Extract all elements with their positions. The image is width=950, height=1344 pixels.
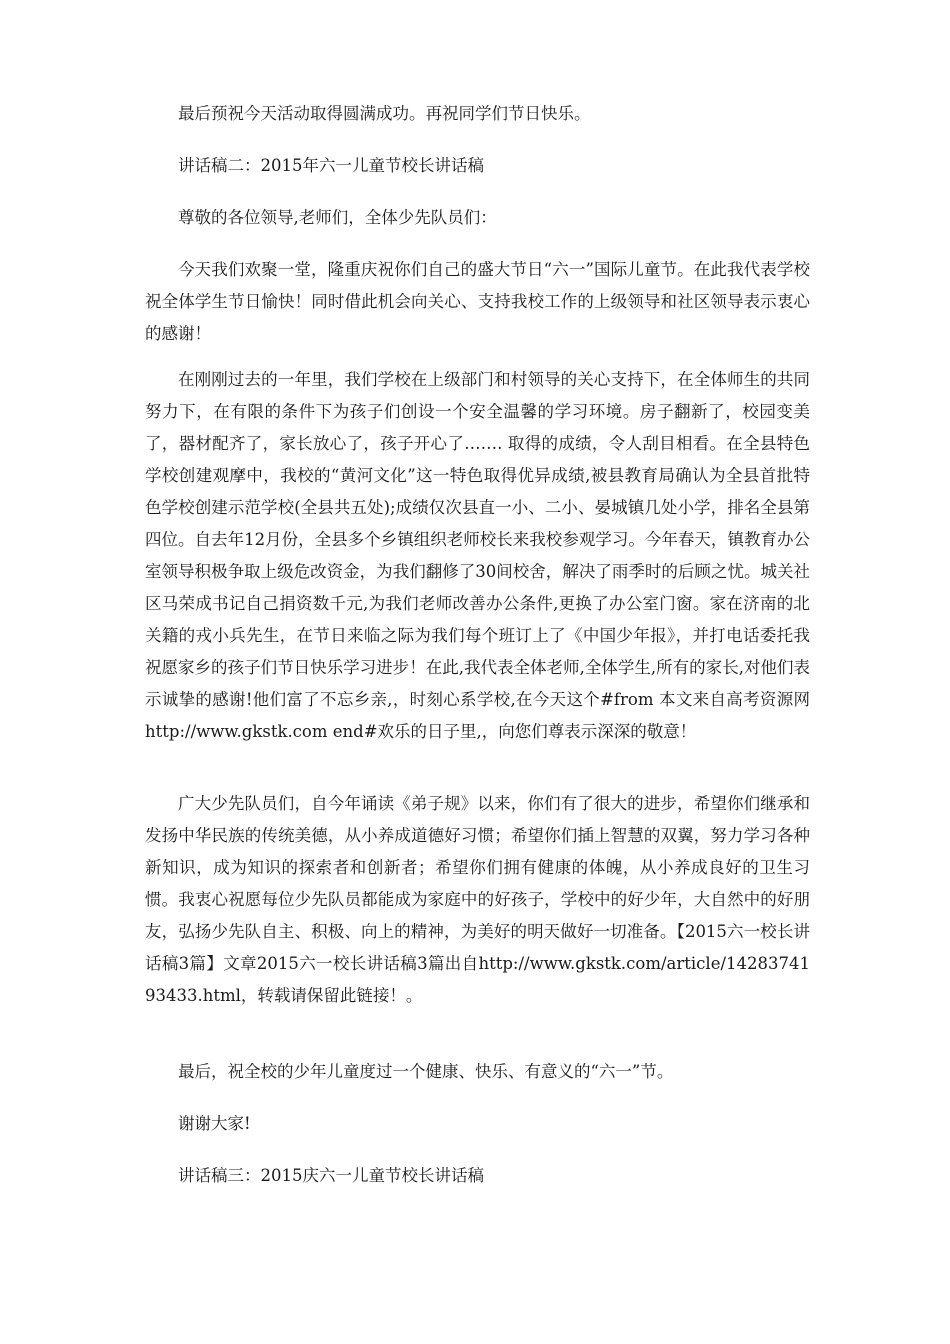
paragraph-final-wish: 最后，祝全校的少年儿童度过一个健康、快乐、有意义的“六一”节。 <box>178 1062 674 1081</box>
heading-speech-two: 讲话稿二：2015年六一儿童节校长讲话稿 <box>178 156 484 175</box>
paragraph-salutation: 尊敬的各位领导,老师们，全体少先队员们： <box>178 208 497 227</box>
paragraph-closing-wish: 最后预祝今天活动取得圆满成功。再祝同学们节日快乐。 <box>178 104 591 123</box>
paragraph-thanks: 谢谢大家! <box>178 1114 251 1133</box>
heading-speech-three: 讲话稿三：2015庆六一儿童节校长讲话稿 <box>178 1166 484 1185</box>
paragraph-celebration: 今天我们欢聚一堂，隆重庆祝你们自己的盛大节日“六一”国际儿童节。在此我代表学校祝全体学生节日愉快！同时借此机会向关心、支持我校工作的上级领导和社区领导表示衷心的感谢！ <box>145 260 810 343</box>
paragraph-year-review: 在刚刚过去的一年里，我们学校在上级部门和村领导的关心支持下，在全体师生的共同努力下，在有限的条件下为孩子们创设一个安全温馨的学习环境。房子翻新了，校园变美了，器材配齐了，家长放心了，孩子开心了……. 取得的成绩，令人刮目相看。在全县特色学校创建观摩中，我校的“黄河文化”这一特色取得优异成绩,被县教育局确认为全县首批特色学校创建示范学校(全县共五处);成绩仅次县直一小、二小、晏城镇几处小学，排名全县第四位。自去年12月份，全县多个乡镇组织老师校长来我校参观学习。今年春天，镇教育办公室领导积极争取上级危改资金，为我们翻修了30间校舍，解决了雨季时的后顾之忧。城关社区马荣成书记自己捐资数千元,为我们老师改善办公条件,更换了办公室门窗。家在济南的北关籍的戎小兵先生，在节日来临之际为我们每个班订上了《中国少年报》，并打电话委托我祝愿家乡的孩子们节日快乐学习进步！在此,我代表全体老师,全体学生,所有的家长,对他们表示诚挚的感谢!他们富了不忘乡亲,，时刻心系学校,在今天这个#from 本文来自高考资源网 http://www.gkstk.com end#欢乐的日子里,，向您们尊表示深深的敬意！ <box>145 370 810 741</box>
paragraph-pioneers: 广大少先队员们，自今年诵读《弟子规》以来，你们有了很大的进步，希望你们继承和发扬中华民族的传统美德，从小养成道德好习惯；希望你们插上智慧的双翼，努力学习各种新知识，成为知识的探索者和创新者；希望你们拥有健康的体魄，从小养成良好的卫生习惯。我衷心祝愿每位少先队员都能成为家庭中的好孩子，学校中的好少年，大自然中的好朋友，弘扬少先队自主、积极、向上的精神，为美好的明天做好一切准备。【2015六一校长讲话稿3篇】文章2015六一校长讲话稿3篇出自http://www.gkstk.com/article/1428374193433.html，转载请保留此链接！。 <box>145 794 810 1005</box>
